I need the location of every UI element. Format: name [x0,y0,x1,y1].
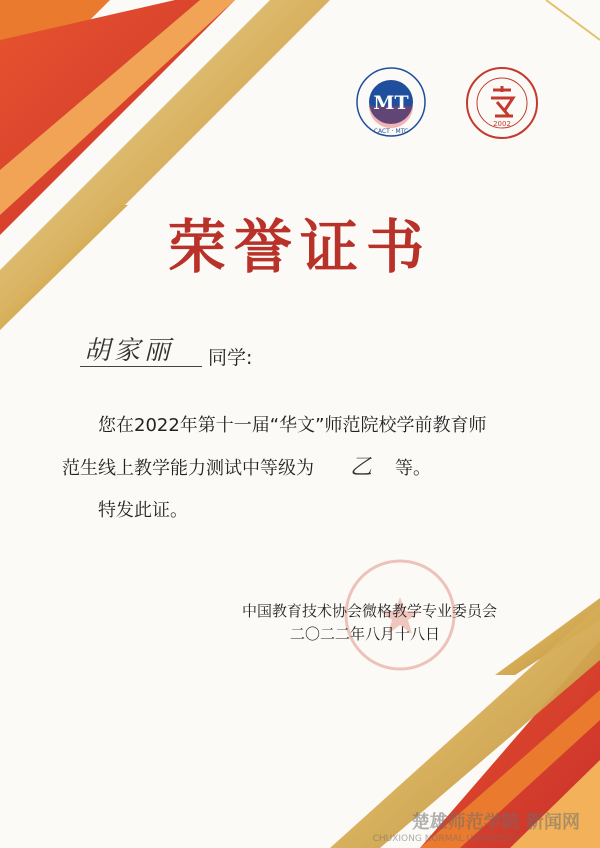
mtc-logo [355,66,427,138]
issue-date: 二〇二二年八月十八日 [290,625,441,643]
name-underline [80,366,202,367]
closing-text: 特发此证。 [98,500,188,521]
recipient-name: 胡家丽 [84,336,175,366]
body-line-2-suffix: 等。 [395,458,431,479]
university-logo-year: 2002 [493,120,511,128]
university-logo [465,66,539,140]
issuer-name: 中国教育技术协会微格教学专业委员会 [242,602,498,620]
body-line-2-prefix: 范生线上教学能力测试中等级为 [62,458,314,479]
mtc-logo-text: MT [373,92,409,114]
certificate-title: 荣誉证书 [167,213,432,281]
mtc-logo-caption: CACT · MTC [373,128,409,135]
watermark-news: 新闻网 [526,812,580,833]
body-line-1: 您在2022年第十一届“华文”师范院校学前教育师 [98,415,487,436]
addressee-suffix: 同学: [208,347,253,369]
watermark-subtitle: CHUXIONG NORMAL UNIVERSITY [372,834,520,844]
watermark [412,808,580,834]
watermark-text: 楚雄师范学院 [411,812,520,833]
grade-value: 乙 [350,455,373,480]
